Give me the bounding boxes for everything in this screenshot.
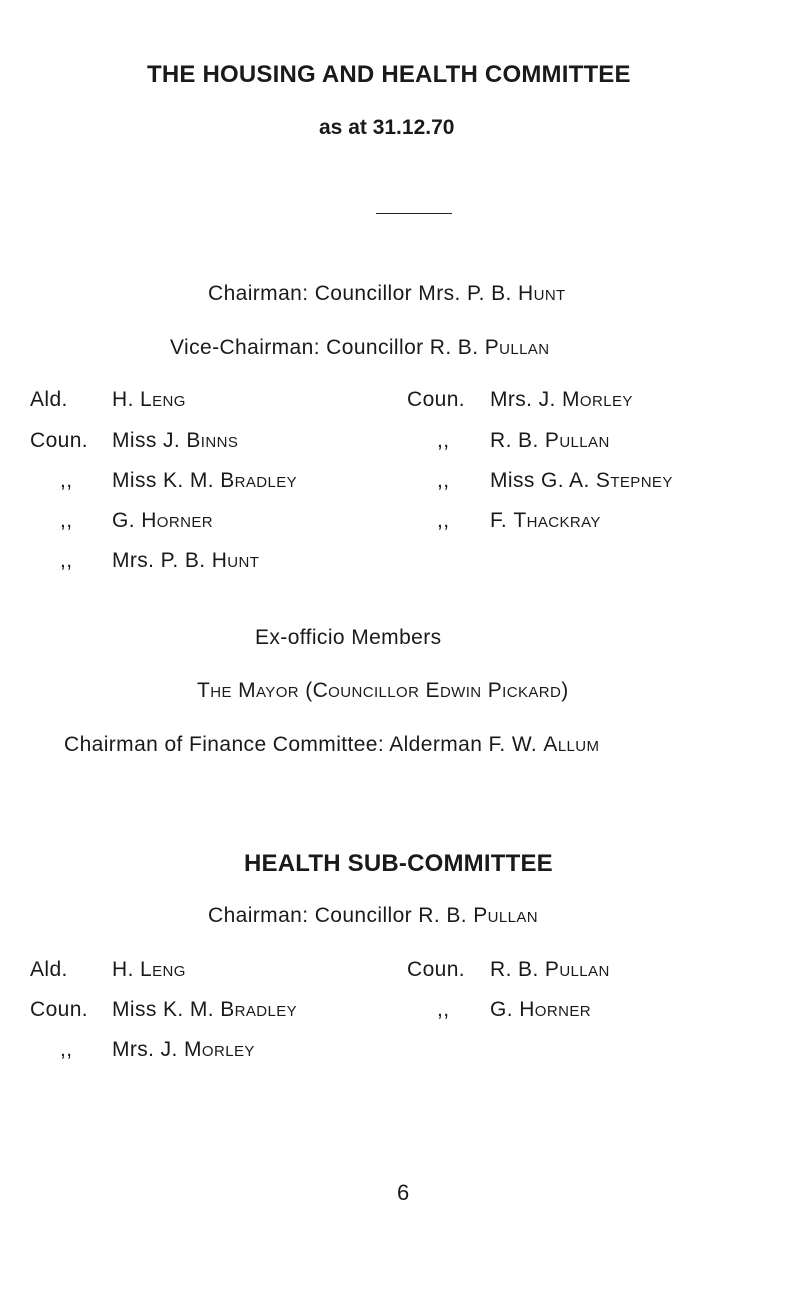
chairman-prefix: Chairman: Councillor Mrs. P. B.: [208, 282, 519, 305]
finance-prefix: Chairman of Finance Committee: Alderman F. W.: [64, 733, 544, 756]
member-row: [30, 388, 68, 412]
mayor-line: The Mayor (Councillor Edwin Pickard): [197, 679, 569, 702]
member-title: Coun.: [407, 388, 466, 411]
member-title: Coun.: [30, 429, 89, 452]
vice-chairman-prefix: Vice-Chairman: Councillor R. B.: [170, 336, 485, 359]
page-title: THE HOUSING AND HEALTH COMMITTEE: [147, 61, 631, 88]
member-title: Ald.: [30, 958, 68, 981]
member-name: Mrs. J. Morley: [112, 1038, 255, 1061]
date-line: as at 31.12.70: [319, 116, 455, 139]
ditto-mark: ,,: [437, 998, 450, 1021]
chairman-line: [208, 282, 566, 306]
member-name: Miss J. Binns: [112, 429, 239, 452]
member-name: G. Horner: [112, 509, 213, 532]
member-name: H. Leng: [112, 388, 186, 411]
member-name: H. Leng: [112, 958, 186, 981]
vice-chairman-name: Pullan: [484, 336, 550, 359]
member-name: R. B. Pullan: [490, 958, 610, 981]
page-number: 6: [397, 1180, 410, 1205]
member-title: Ald.: [30, 388, 68, 411]
member-name: Miss K. M. Bradley: [112, 998, 298, 1021]
member-name: R. B. Pullan: [490, 429, 610, 452]
member-row: [30, 429, 88, 453]
ex-officio-heading: Ex-officio Members: [255, 626, 442, 649]
vice-chairman-line: [170, 336, 549, 360]
member-name: Mrs. J. Morley: [490, 388, 633, 411]
ditto-mark: ,,: [60, 469, 73, 492]
member-name: F. Thackray: [490, 509, 601, 532]
member-name: Miss G. A. Stepney: [490, 469, 673, 492]
member-title: Coun.: [407, 958, 466, 981]
member-title: Coun.: [30, 998, 89, 1021]
ditto-mark: ,,: [437, 509, 450, 532]
member-name: Miss K. M. Bradley: [112, 469, 298, 492]
ditto-mark: ,,: [60, 1038, 73, 1061]
sub-chairman-prefix: Chairman: Councillor R. B.: [208, 904, 474, 927]
finance-name: Allum: [543, 733, 600, 756]
ditto-mark: ,,: [437, 429, 450, 452]
ditto-mark: ,,: [437, 469, 450, 492]
ditto-mark: ,,: [60, 549, 73, 572]
sub-committee-chairman-line: [208, 904, 538, 928]
member-name: G. Horner: [490, 998, 591, 1021]
member-name: Mrs. P. B. Hunt: [112, 549, 260, 572]
sub-committee-title: HEALTH SUB-COMMITTEE: [244, 850, 553, 877]
sub-chairman-name: Pullan: [473, 904, 538, 927]
finance-chairman-line: [64, 733, 599, 757]
ditto-mark: ,,: [60, 509, 73, 532]
chairman-name: Hunt: [518, 282, 566, 305]
divider-rule: [376, 213, 452, 214]
